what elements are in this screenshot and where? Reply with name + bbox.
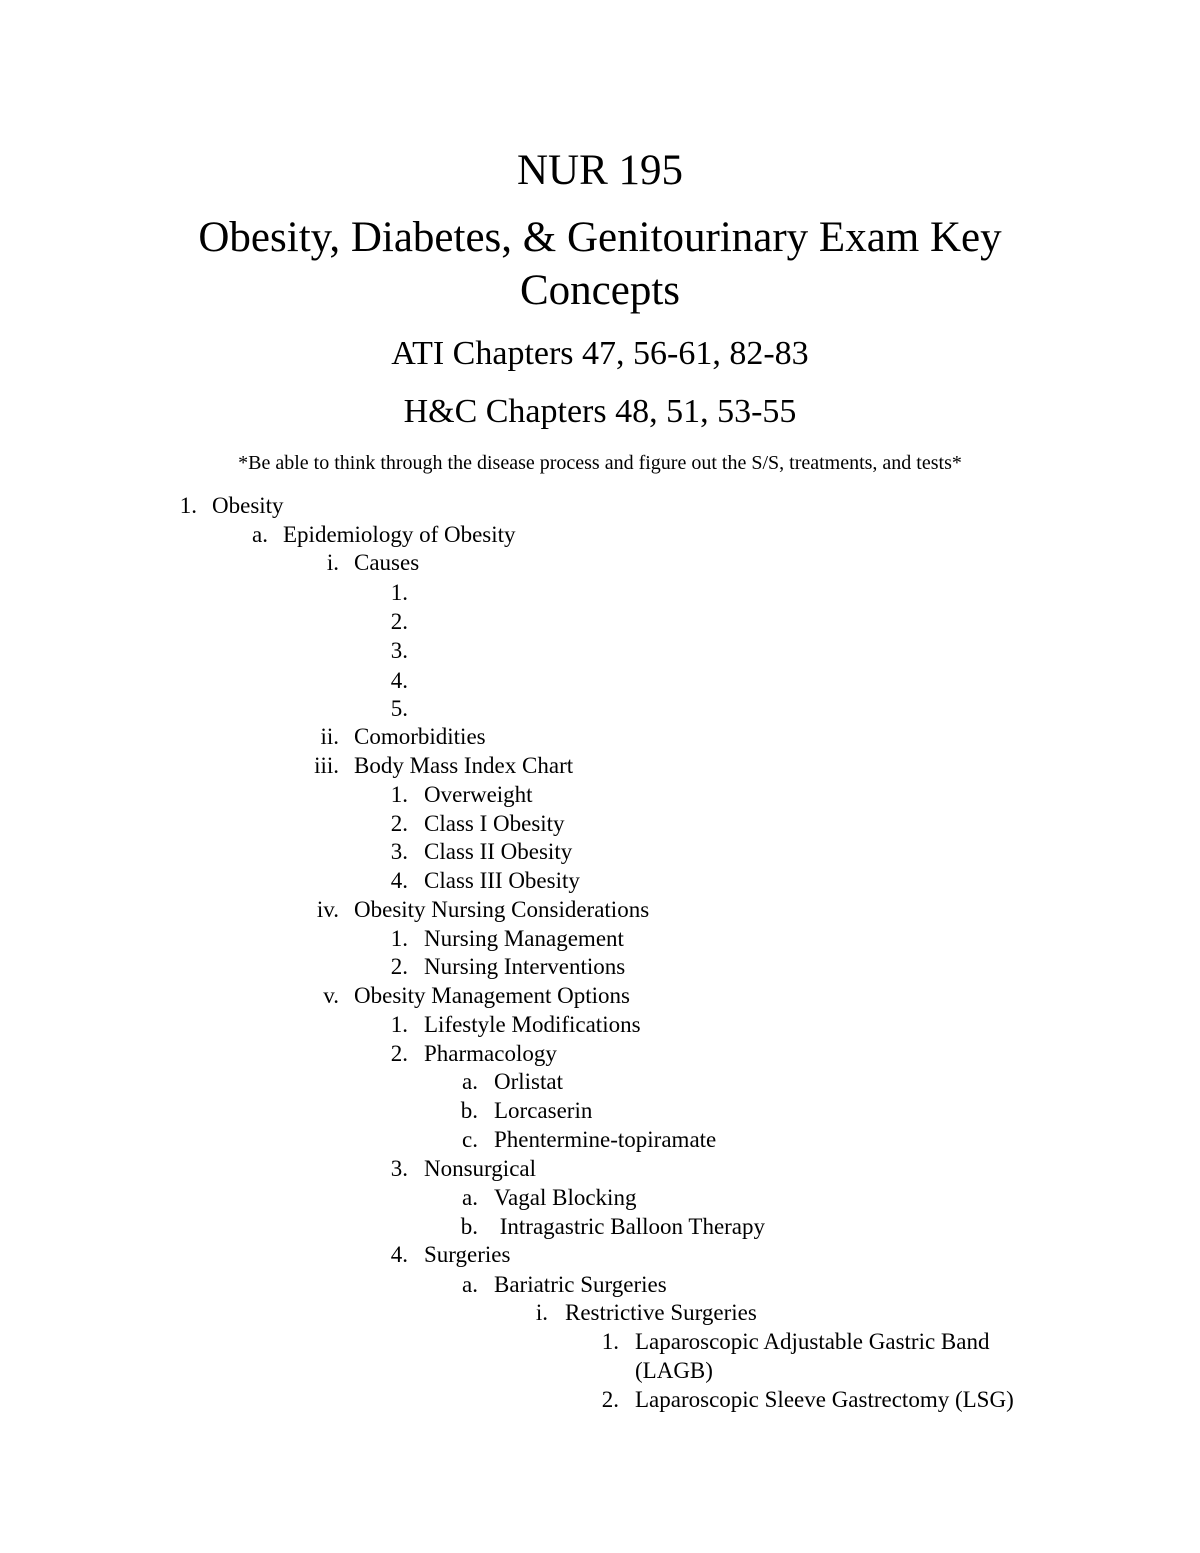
outline-marker: 1. xyxy=(390,782,408,807)
outline-text: Vagal Blocking xyxy=(494,1185,637,1210)
outline-text: Class II Obesity xyxy=(424,839,573,864)
outline-marker: iii. xyxy=(314,753,339,778)
outline-text: Intragastric Balloon Therapy xyxy=(494,1214,766,1239)
outline-marker: 1. xyxy=(179,493,197,518)
outline-text: Laparoscopic Adjustable Gastric Band xyxy=(635,1329,990,1354)
outline-marker: 2. xyxy=(390,1041,408,1066)
outline-marker: b. xyxy=(460,1214,478,1239)
outline-marker: 4. xyxy=(390,868,408,893)
hc-chapters: H&C Chapters 48, 51, 53-55 xyxy=(403,393,797,430)
outline-text: Orlistat xyxy=(494,1069,563,1094)
outline-marker: 1. xyxy=(601,1329,619,1354)
outline-marker: 2. xyxy=(390,954,408,979)
outline-text: Restrictive Surgeries xyxy=(565,1300,757,1325)
outline-item xyxy=(0,837,1200,866)
outline-item xyxy=(0,1298,1200,1327)
outline-marker: 2. xyxy=(390,609,408,634)
outline-text: Obesity Nursing Considerations xyxy=(354,897,650,922)
outline-item xyxy=(0,1010,1200,1039)
outline-marker: 2. xyxy=(601,1387,619,1412)
outline-item xyxy=(0,895,1200,924)
outline-item xyxy=(0,924,1200,953)
outline-item xyxy=(0,1125,1200,1154)
outline-text: Nonsurgical xyxy=(424,1156,537,1181)
outline-marker: 1. xyxy=(390,926,408,951)
document-title-line2: Concepts xyxy=(519,267,681,314)
outline-text: Pharmacology xyxy=(424,1041,557,1066)
outline-item xyxy=(0,780,1200,809)
document-title-line1: Obesity, Diabetes, & Genitourinary Exam Key xyxy=(198,214,1002,261)
outline-text: Body Mass Index Chart xyxy=(354,753,574,778)
outline-marker: a. xyxy=(462,1272,478,1297)
outline-text: Comorbidities xyxy=(354,724,486,749)
outline-text: Bariatric Surgeries xyxy=(494,1272,667,1297)
outline-item xyxy=(0,1385,1200,1414)
outline-text: Nursing Management xyxy=(424,926,624,951)
outline-marker: ii. xyxy=(320,724,339,749)
outline-marker: i. xyxy=(535,1300,548,1325)
outline-text: (LAGB) xyxy=(635,1358,713,1383)
outline-text: Lorcaserin xyxy=(494,1098,593,1123)
outline-item xyxy=(0,751,1200,780)
outline-item xyxy=(0,578,1200,607)
outline-item xyxy=(0,1067,1200,1096)
outline-text: Nursing Interventions xyxy=(424,954,626,979)
outline-item xyxy=(0,1212,1200,1241)
outline-marker: b. xyxy=(460,1098,478,1123)
ati-chapters: ATI Chapters 47, 56-61, 82-83 xyxy=(391,335,809,372)
outline-item xyxy=(0,1183,1200,1212)
outline-item xyxy=(0,1327,1200,1356)
outline-text: Class I Obesity xyxy=(424,811,565,836)
outline-marker: 4. xyxy=(390,1242,408,1267)
outline-item xyxy=(0,981,1200,1010)
outline-marker: v. xyxy=(323,983,339,1008)
outline-marker: 1. xyxy=(390,1012,408,1037)
outline-item xyxy=(0,491,1200,520)
outline-text: Laparoscopic Sleeve Gastrectomy (LSG) xyxy=(635,1387,1014,1412)
outline-item xyxy=(0,1154,1200,1183)
outline-text: Causes xyxy=(354,550,420,575)
outline-marker: iv. xyxy=(316,897,339,922)
outline-text: Obesity Management Options xyxy=(354,983,630,1008)
outline-item xyxy=(0,694,1200,723)
outline-marker: 5. xyxy=(390,696,408,721)
outline-marker: 3. xyxy=(390,1156,408,1181)
outline-marker: 2. xyxy=(390,811,408,836)
outline-item xyxy=(0,866,1200,895)
outline-marker: a. xyxy=(462,1069,478,1094)
outline-marker: a. xyxy=(252,522,268,547)
outline-marker: a. xyxy=(462,1185,478,1210)
outline-item xyxy=(0,722,1200,751)
outline-item xyxy=(0,636,1200,665)
outline-marker: 4. xyxy=(390,668,408,693)
outline-item xyxy=(0,952,1200,981)
outline-text: Class III Obesity xyxy=(424,868,580,893)
outline-item xyxy=(0,1356,1200,1385)
outline-text: Phentermine-topiramate xyxy=(494,1127,717,1152)
outline-marker: 3. xyxy=(390,638,408,663)
outline-text: Obesity xyxy=(212,493,284,518)
outline-marker: 3. xyxy=(390,839,408,864)
outline-text: Epidemiology of Obesity xyxy=(283,522,516,547)
outline-item xyxy=(0,548,1200,577)
outline-text: Lifestyle Modifications xyxy=(424,1012,641,1037)
outline-item xyxy=(0,666,1200,695)
outline-text: Surgeries xyxy=(424,1242,511,1267)
outline-item xyxy=(0,1096,1200,1125)
outline-marker: 1. xyxy=(390,580,408,605)
outline-item xyxy=(0,1240,1200,1269)
outline-text: Overweight xyxy=(424,782,533,807)
outline-item xyxy=(0,809,1200,838)
outline-item xyxy=(0,1270,1200,1299)
outline-item xyxy=(0,520,1200,549)
outline-item xyxy=(0,1039,1200,1068)
outline-marker: c. xyxy=(462,1127,478,1152)
instruction-note: *Be able to think through the disease process and figure out the S/S, treatments, and tests* xyxy=(238,452,962,474)
outline-marker: i. xyxy=(326,550,339,575)
course-title: NUR 195 xyxy=(516,147,684,194)
outline-item xyxy=(0,607,1200,636)
